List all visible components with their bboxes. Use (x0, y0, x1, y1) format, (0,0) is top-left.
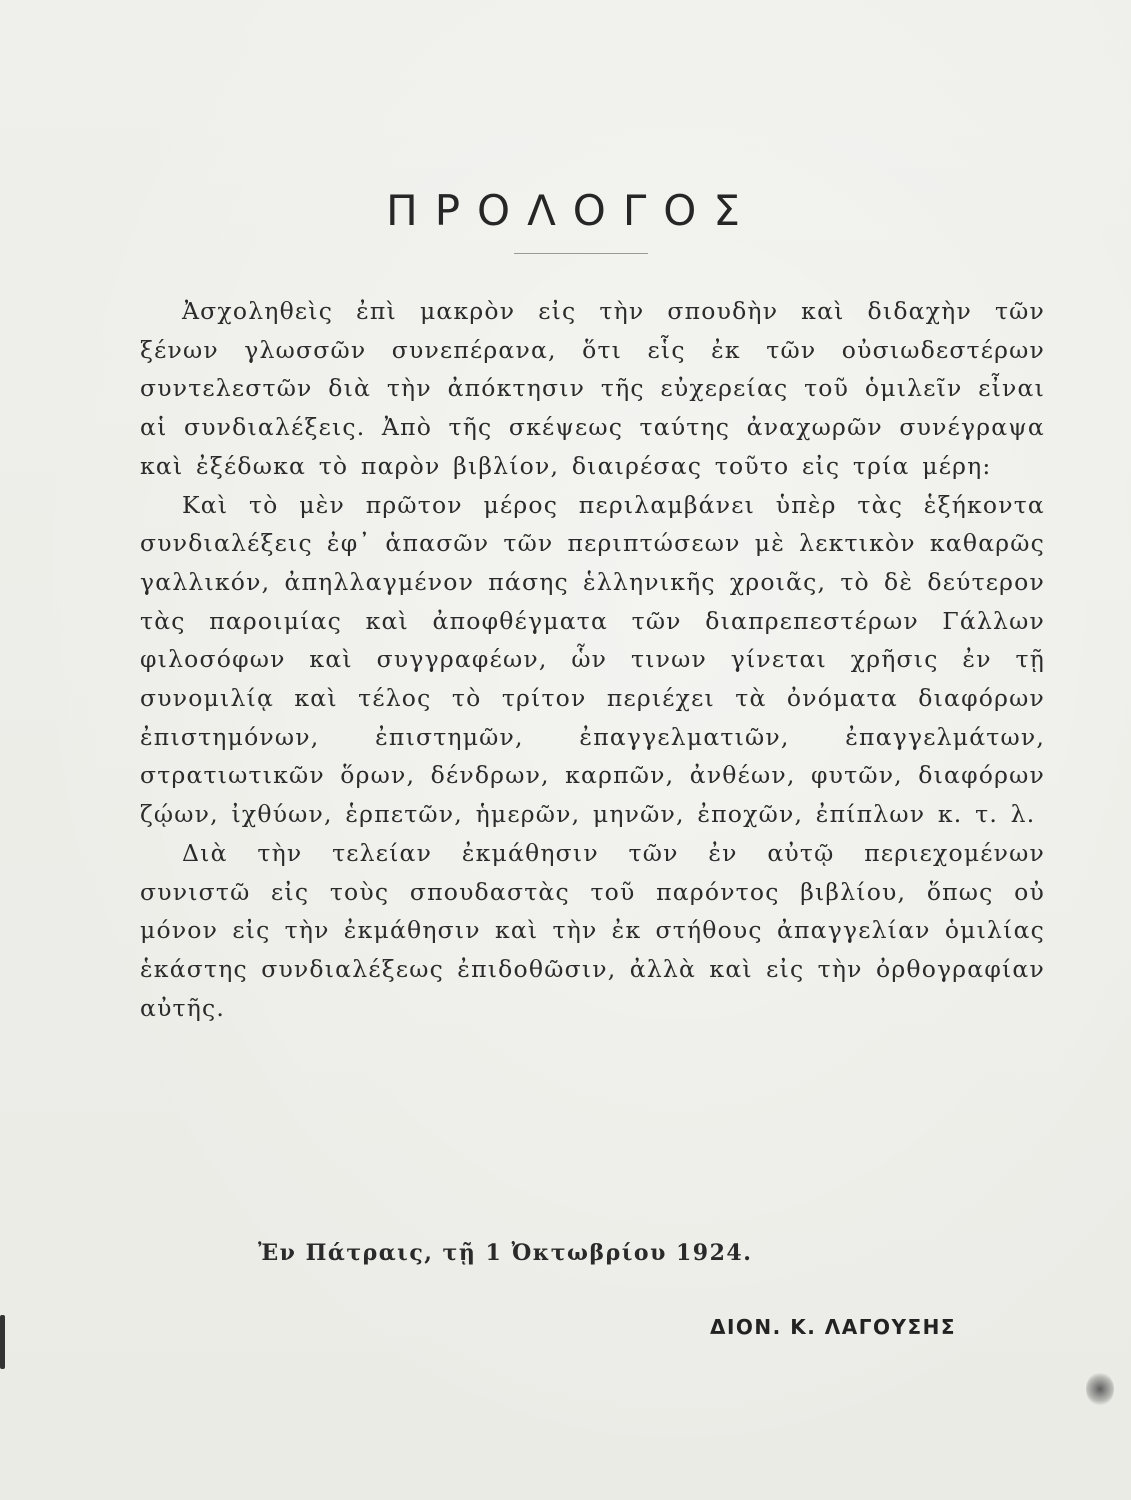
ink-stain (1086, 1372, 1114, 1406)
title-divider (514, 253, 648, 254)
paragraph-2: Καὶ τὸ μὲν πρῶτον μέρος περιλαμβάνει ὑπὲρ τὰς ἑξήκοντα συνδιαλέξεις ἐφ᾽ ἁπασῶν τῶν περιπτώσεων μὲ λεκτικὸν καθαρῶς γαλλικόν, ἀπηλλαγμένον πάσης ἑλληνικῆς χροιᾶς, τὸ δὲ δεύτερον τὰς παροιμίας καὶ ἀποφθέγματα τῶν διαπρεπεστέρων Γάλλων φιλοσόφων καὶ συγγραφέων, ὧν τινων γίνεται χρῆσις ἐν τῇ συνομιλίᾳ καὶ τέλος τὸ τρίτον περιέχει τὰ ὀνόματα διαφόρων ἐπιστημόνων, ἐπιστημῶν, ἐπαγγελματιῶν, ἐπαγγελμάτων, στρατιωτικῶν ὅρων, δένδρων, καρπῶν, ἀνθέων, φυτῶν, διαφόρων ζῴων, ἰχθύων, ἑρπετῶν, ἡμερῶν, μηνῶν, ἐποχῶν, ἐπίπλων κ. τ. λ. (140, 490, 1045, 829)
preface-body (140, 292, 1045, 1027)
page-edge-mark (0, 1315, 5, 1369)
paragraph-1: Ἀσχοληθεὶς ἐπὶ μακρὸν εἰς τὴν σπουδὴν καὶ διδαχὴν τῶν ξένων γλωσσῶν συνεπέρανα, ὅτι εἷς ἐκ τῶν οὐσιωδεστέρων συντελεστῶν διὰ τὴν ἀπόκτησιν τῆς εὐχερείας τοῦ ὁμιλεῖν εἶναι αἱ συνδιαλέξεις. Ἀπὸ τῆς σκέψεως ταύτης ἀναχωρῶν συνέγραψα καὶ ἐξέδωκα τὸ παρὸν βιβλίον, διαιρέσας τοῦτο εἰς τρία μέρη: (140, 297, 1045, 480)
page-title: ΠΡΟΛΟΓΟΣ (386, 186, 757, 235)
paragraph-3: Διὰ τὴν τελείαν ἐκμάθησιν τῶν ἐν αὐτῷ περιεχομένων συνιστῶ εἰς τοὺς σπουδαστὰς τοῦ παρόντος βιβλίου, ὅπως οὐ μόνον εἰς τὴν ἐκμάθησιν καὶ τὴν ἐκ στήθους ἀπαγγελίαν ὁμιλίας ἑκάστης συνδιαλέξεως ἐπιδοθῶσιν, ἀλλὰ καὶ εἰς τὴν ὀρθογραφίαν αὐτῆς. (140, 838, 1045, 1022)
dateline: Ἐν Πάτραις, τῇ 1 Ὀκτωβρίου 1924. (258, 1240, 753, 1266)
author-signature: ΔΙΟΝ. Κ. ΛΑΓΟΥΣΗΣ (710, 1315, 957, 1339)
